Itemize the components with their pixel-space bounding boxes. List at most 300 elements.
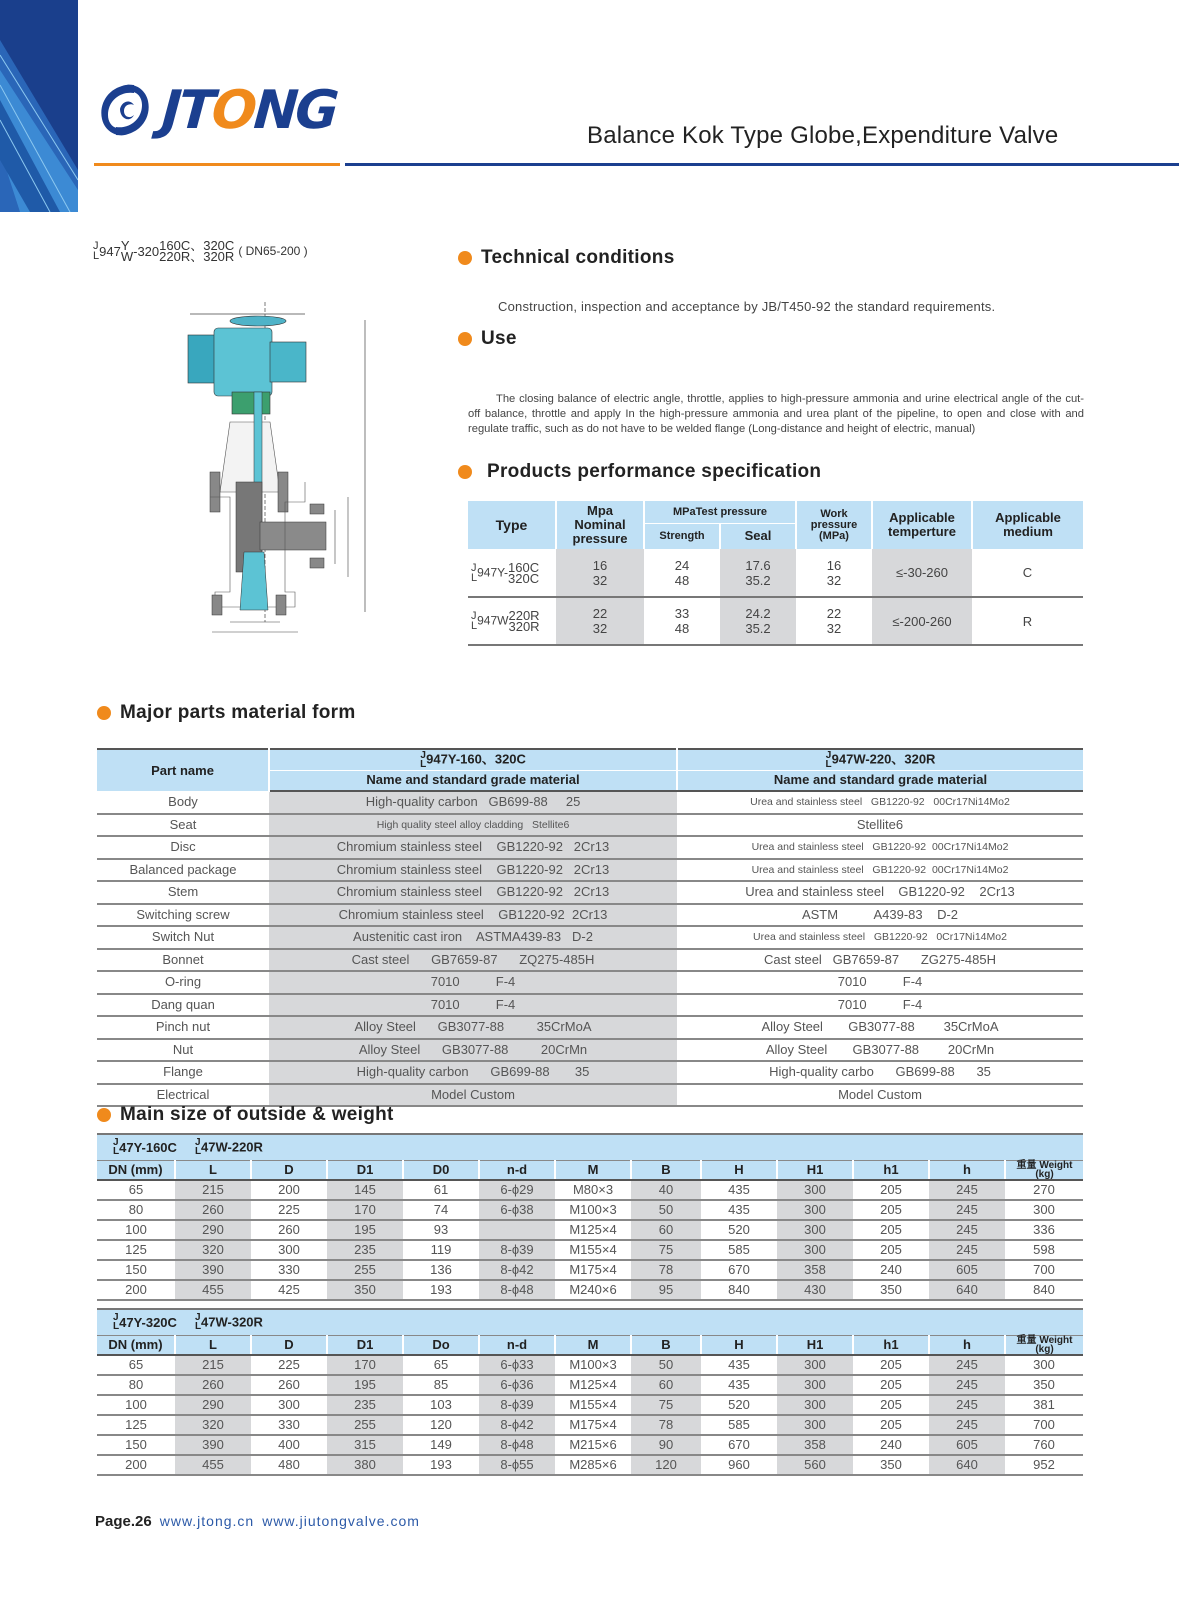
material-row bbox=[97, 994, 1083, 1017]
size-cell: 61 bbox=[403, 1180, 479, 1200]
size-cell: 170 bbox=[327, 1200, 403, 1220]
size-cell: 670 bbox=[701, 1435, 777, 1455]
col-header: H bbox=[701, 1160, 777, 1180]
size-cell: 320 bbox=[175, 1415, 251, 1435]
size-cell: 390 bbox=[175, 1435, 251, 1455]
size-cell: 670 bbox=[701, 1260, 777, 1280]
size-cell: 93 bbox=[403, 1220, 479, 1240]
part-name-cell: Dang quan bbox=[97, 994, 269, 1017]
material-2-cell: Stellite6 bbox=[677, 814, 1083, 837]
material-1-cell: High-quality carbon GB699-88 35 bbox=[269, 1061, 677, 1084]
size-cell: 315 bbox=[327, 1435, 403, 1455]
col-header: H bbox=[701, 1335, 777, 1355]
size-cell: 65 bbox=[403, 1355, 479, 1375]
material-2-cell: High-quality carbo GB699-88 35 bbox=[677, 1061, 1083, 1084]
size-cell: 60 bbox=[631, 1220, 701, 1240]
size-cell: 205 bbox=[853, 1375, 929, 1395]
sizes-heading: Main size of outside & weight bbox=[97, 1104, 394, 1126]
col-work: Work pressure (MPa) bbox=[796, 501, 872, 549]
size-cell: 336 bbox=[1005, 1220, 1083, 1240]
size-cell: 435 bbox=[701, 1355, 777, 1375]
size-cell: 120 bbox=[403, 1415, 479, 1435]
size-table-1 bbox=[97, 1133, 1083, 1301]
size-cell: 195 bbox=[327, 1375, 403, 1395]
size-cell: 455 bbox=[175, 1455, 251, 1475]
material-1-cell: Austenitic cast iron ASTMA439-83 D-2 bbox=[269, 926, 677, 949]
size-cell: M100×3 bbox=[555, 1355, 631, 1375]
size-cell: 75 bbox=[631, 1395, 701, 1415]
size-cell: 95 bbox=[631, 1280, 701, 1300]
part-name-cell: Balanced package bbox=[97, 859, 269, 882]
col-header: DN (mm) bbox=[97, 1335, 175, 1355]
part-name-cell: Flange bbox=[97, 1061, 269, 1084]
size-cell: 960 bbox=[701, 1455, 777, 1475]
bullet-icon bbox=[458, 332, 472, 346]
size-cell: 520 bbox=[701, 1395, 777, 1415]
size-cell: 8-ϕ48 bbox=[479, 1280, 555, 1300]
size-cell: 150 bbox=[97, 1260, 175, 1280]
size-cell: 350 bbox=[327, 1280, 403, 1300]
type-cell: J L 947W 220R 320R bbox=[468, 597, 556, 645]
brand-logo bbox=[94, 78, 336, 142]
size-row bbox=[97, 1260, 1083, 1280]
size-cell: 8-ϕ42 bbox=[479, 1260, 555, 1280]
size-cell: 150 bbox=[97, 1435, 175, 1455]
size-cell: 245 bbox=[929, 1180, 1005, 1200]
size-cell: 149 bbox=[403, 1435, 479, 1455]
size-cell: 560 bbox=[777, 1455, 853, 1475]
col-header: h1 bbox=[853, 1335, 929, 1355]
size-cell: 320 bbox=[175, 1240, 251, 1260]
size-cell: 125 bbox=[97, 1240, 175, 1260]
size-row bbox=[97, 1435, 1083, 1455]
size-cell: M80×3 bbox=[555, 1180, 631, 1200]
size-table-title: J L 47Y-160C J L 47W-220R bbox=[97, 1134, 1083, 1160]
col-test-pressure: MPaTest pressure bbox=[644, 501, 796, 523]
size-cell: 350 bbox=[1005, 1375, 1083, 1395]
part-name-cell: Stem bbox=[97, 881, 269, 904]
size-cell: 75 bbox=[631, 1240, 701, 1260]
performance-table bbox=[468, 501, 1083, 646]
size-cell: 300 bbox=[777, 1240, 853, 1260]
size-cell: 100 bbox=[97, 1395, 175, 1415]
material-row bbox=[97, 791, 1083, 814]
size-cell: M125×4 bbox=[555, 1375, 631, 1395]
size-cell: 8-ϕ48 bbox=[479, 1435, 555, 1455]
seal-cell: 17.6 35.2 bbox=[720, 549, 796, 597]
size-cell: 6-ϕ38 bbox=[479, 1200, 555, 1220]
size-cell: 200 bbox=[97, 1455, 175, 1475]
col-header: D bbox=[251, 1160, 327, 1180]
material-row bbox=[97, 814, 1083, 837]
material-1-cell: High quality steel alloy cladding Stellite6 bbox=[269, 814, 677, 837]
size-cell: 455 bbox=[175, 1280, 251, 1300]
size-cell: 8-ϕ39 bbox=[479, 1395, 555, 1415]
bullet-icon bbox=[97, 706, 111, 720]
size-row bbox=[97, 1180, 1083, 1200]
size-cell: 300 bbox=[251, 1395, 327, 1415]
size-cell: 193 bbox=[403, 1280, 479, 1300]
group1-title: J L 947Y-160、320C bbox=[269, 749, 677, 770]
part-name-cell: Switch Nut bbox=[97, 926, 269, 949]
size-cell: 425 bbox=[251, 1280, 327, 1300]
size-cell: M285×6 bbox=[555, 1455, 631, 1475]
col-header: D1 bbox=[327, 1160, 403, 1180]
size-cell: 78 bbox=[631, 1415, 701, 1435]
size-cell: 605 bbox=[929, 1435, 1005, 1455]
size-cell: 435 bbox=[701, 1375, 777, 1395]
size-cell: 200 bbox=[251, 1180, 327, 1200]
size-cell: 245 bbox=[929, 1415, 1005, 1435]
size-cell: 65 bbox=[97, 1355, 175, 1375]
size-cell: 205 bbox=[853, 1200, 929, 1220]
size-cell: M155×4 bbox=[555, 1240, 631, 1260]
size-cell: 260 bbox=[251, 1375, 327, 1395]
material-2-cell: Urea and stainless steel GB1220-92 00Cr17Ni14Mo2 bbox=[677, 791, 1083, 814]
size-cell: 760 bbox=[1005, 1435, 1083, 1455]
size-cell: 50 bbox=[631, 1200, 701, 1220]
size-row bbox=[97, 1200, 1083, 1220]
technical-heading: Technical conditions bbox=[458, 247, 675, 269]
size-row bbox=[97, 1415, 1083, 1435]
size-cell: 100 bbox=[97, 1220, 175, 1240]
col-weight: 重量 Weight (kg) bbox=[1005, 1335, 1083, 1355]
size-cell: M175×4 bbox=[555, 1260, 631, 1280]
size-cell: 260 bbox=[175, 1200, 251, 1220]
size-cell: 193 bbox=[403, 1455, 479, 1475]
size-cell: 255 bbox=[327, 1415, 403, 1435]
material-1-cell: Cast steel GB7659-87 ZQ275-485H bbox=[269, 949, 677, 972]
col-header: n-d bbox=[479, 1160, 555, 1180]
size-cell: 60 bbox=[631, 1375, 701, 1395]
col-seal: Seal bbox=[720, 523, 796, 549]
size-cell: 290 bbox=[175, 1220, 251, 1240]
material-row bbox=[97, 926, 1083, 949]
size-cell: 205 bbox=[853, 1220, 929, 1240]
size-cell: M155×4 bbox=[555, 1395, 631, 1415]
size-cell: 50 bbox=[631, 1355, 701, 1375]
material-1-cell: Chromium stainless steel GB1220-92 2Cr13 bbox=[269, 881, 677, 904]
use-heading: Use bbox=[458, 328, 517, 350]
size-row bbox=[97, 1220, 1083, 1240]
size-cell: M215×6 bbox=[555, 1435, 631, 1455]
size-cell: 300 bbox=[777, 1180, 853, 1200]
col-header: n-d bbox=[479, 1335, 555, 1355]
size-cell: 840 bbox=[1005, 1280, 1083, 1300]
size-cell: 640 bbox=[929, 1280, 1005, 1300]
size-cell: 520 bbox=[701, 1220, 777, 1240]
temp-cell: ≤-30-260 bbox=[872, 549, 972, 597]
material-2-cell: Model Custom bbox=[677, 1084, 1083, 1107]
website-link-2[interactable]: www.jiutongvalve.com bbox=[262, 1513, 420, 1529]
size-cell: 8-ϕ42 bbox=[479, 1415, 555, 1435]
size-cell: 205 bbox=[853, 1415, 929, 1435]
material-1-cell: 7010 F-4 bbox=[269, 971, 677, 994]
size-cell: 260 bbox=[251, 1220, 327, 1240]
size-cell: 235 bbox=[327, 1240, 403, 1260]
size-cell: 435 bbox=[701, 1180, 777, 1200]
page-footer bbox=[95, 1513, 428, 1530]
size-cell: 145 bbox=[327, 1180, 403, 1200]
size-cell: 78 bbox=[631, 1260, 701, 1280]
material-1-cell: Chromium stainless steel GB1220-92 2Cr13 bbox=[269, 836, 677, 859]
size-cell: 300 bbox=[777, 1355, 853, 1375]
materials-table bbox=[97, 748, 1083, 1107]
logo-swirl-icon bbox=[94, 79, 156, 141]
size-cell: 8-ϕ55 bbox=[479, 1455, 555, 1475]
part-name-cell: Nut bbox=[97, 1039, 269, 1062]
size-cell: 358 bbox=[777, 1435, 853, 1455]
size-cell: 380 bbox=[327, 1455, 403, 1475]
use-text: The closing balance of electric angle, throttle, applies to high-pressure ammonia and urine electrical angle of the cut-off balance, throttle and apply In the high-pressure ammonia and urea plant of the pipeline, to open and close with and regulate traffic, such as do not have to be welded flange (Long-distance and height of electric, manual) bbox=[468, 393, 1084, 435]
size-row bbox=[97, 1375, 1083, 1395]
material-1-cell: Chromium stainless steel GB1220-92 2Cr13 bbox=[269, 859, 677, 882]
size-cell: 90 bbox=[631, 1435, 701, 1455]
temp-cell: ≤-200-260 bbox=[872, 597, 972, 645]
material-row bbox=[97, 1061, 1083, 1084]
group2-title: J L 947W-220、320R bbox=[677, 749, 1083, 770]
size-cell: 225 bbox=[251, 1355, 327, 1375]
material-1-cell: Chromium stainless steel GB1220-92 2Cr13 bbox=[269, 904, 677, 927]
material-2-cell: Alloy Steel GB3077-88 35CrMoA bbox=[677, 1016, 1083, 1039]
strength-cell: 24 48 bbox=[644, 549, 720, 597]
material-row bbox=[97, 971, 1083, 994]
size-cell: 330 bbox=[251, 1415, 327, 1435]
part-name-cell: Pinch nut bbox=[97, 1016, 269, 1039]
part-name-cell: Electrical bbox=[97, 1084, 269, 1107]
size-cell: 245 bbox=[929, 1240, 1005, 1260]
size-cell: 700 bbox=[1005, 1260, 1083, 1280]
nominal-cell: 16 32 bbox=[556, 549, 644, 597]
size-cell: 245 bbox=[929, 1355, 1005, 1375]
col-type: Type bbox=[468, 501, 556, 549]
material-2-cell: Urea and stainless steel GB1220-92 00Cr17Ni14Mo2 bbox=[677, 859, 1083, 882]
size-cell: 435 bbox=[701, 1200, 777, 1220]
group1-subtitle: Name and standard grade material bbox=[269, 770, 677, 791]
size-cell: M240×6 bbox=[555, 1280, 631, 1300]
size-cell: M100×3 bbox=[555, 1200, 631, 1220]
size-cell: 300 bbox=[1005, 1355, 1083, 1375]
size-cell: 85 bbox=[403, 1375, 479, 1395]
size-cell: 80 bbox=[97, 1200, 175, 1220]
seal-cell: 24.2 35.2 bbox=[720, 597, 796, 645]
material-1-cell: Alloy Steel GB3077-88 35CrMoA bbox=[269, 1016, 677, 1039]
col-header: B bbox=[631, 1335, 701, 1355]
size-cell: 585 bbox=[701, 1415, 777, 1435]
size-cell: 240 bbox=[853, 1260, 929, 1280]
material-row bbox=[97, 1016, 1083, 1039]
size-row bbox=[97, 1395, 1083, 1415]
size-cell: 300 bbox=[777, 1200, 853, 1220]
size-table-2 bbox=[97, 1308, 1083, 1476]
bullet-icon bbox=[458, 251, 472, 265]
material-1-cell: 7010 F-4 bbox=[269, 994, 677, 1017]
size-cell: 330 bbox=[251, 1260, 327, 1280]
material-2-cell: Alloy Steel GB3077-88 20CrMn bbox=[677, 1039, 1083, 1062]
size-cell: 205 bbox=[853, 1240, 929, 1260]
size-cell: 136 bbox=[403, 1260, 479, 1280]
col-header: D0 bbox=[403, 1160, 479, 1180]
size-cell: 300 bbox=[777, 1375, 853, 1395]
size-cell: 65 bbox=[97, 1180, 175, 1200]
size-cell: 390 bbox=[175, 1260, 251, 1280]
part-name-cell: Switching screw bbox=[97, 904, 269, 927]
material-row bbox=[97, 836, 1083, 859]
size-cell: 350 bbox=[853, 1280, 929, 1300]
material-2-cell: ASTM A439-83 D-2 bbox=[677, 904, 1083, 927]
size-cell: 840 bbox=[701, 1280, 777, 1300]
col-header: L bbox=[175, 1335, 251, 1355]
col-header: D1 bbox=[327, 1335, 403, 1355]
size-cell: 6-ϕ36 bbox=[479, 1375, 555, 1395]
col-header: H1 bbox=[777, 1160, 853, 1180]
performance-row bbox=[468, 549, 1083, 597]
size-cell: 585 bbox=[701, 1240, 777, 1260]
size-cell: 195 bbox=[327, 1220, 403, 1240]
size-cell: 6-ϕ33 bbox=[479, 1355, 555, 1375]
medium-cell: R bbox=[972, 597, 1083, 645]
col-header: h bbox=[929, 1160, 1005, 1180]
size-cell: 598 bbox=[1005, 1240, 1083, 1260]
size-cell: 80 bbox=[97, 1375, 175, 1395]
size-cell: M125×4 bbox=[555, 1220, 631, 1240]
page-title: Balance Kok Type Globe,Expenditure Valve bbox=[587, 122, 1059, 149]
material-row bbox=[97, 1084, 1083, 1107]
size-cell: 6-ϕ29 bbox=[479, 1180, 555, 1200]
part-name-cell: Bonnet bbox=[97, 949, 269, 972]
corner-decoration bbox=[0, 0, 78, 212]
size-cell: 700 bbox=[1005, 1415, 1083, 1435]
size-cell: 8-ϕ39 bbox=[479, 1240, 555, 1260]
model-code: J L 947 Y W -320 160C、320C 220R、320R ( DN65-200 ) bbox=[93, 238, 308, 264]
part-name-cell: Disc bbox=[97, 836, 269, 859]
size-cell: 205 bbox=[853, 1395, 929, 1415]
size-cell: 235 bbox=[327, 1395, 403, 1415]
size-cell: 245 bbox=[929, 1375, 1005, 1395]
size-cell: 605 bbox=[929, 1260, 1005, 1280]
website-link-1[interactable]: www.jtong.cn bbox=[159, 1513, 255, 1529]
col-header: h1 bbox=[853, 1160, 929, 1180]
col-temp: Applicable temperture bbox=[872, 501, 972, 549]
nominal-cell: 22 32 bbox=[556, 597, 644, 645]
col-weight: 重量 Weight (kg) bbox=[1005, 1160, 1083, 1180]
size-row bbox=[97, 1455, 1083, 1475]
size-cell: 215 bbox=[175, 1355, 251, 1375]
col-header: Do bbox=[403, 1335, 479, 1355]
header-rule-blue bbox=[345, 163, 1179, 166]
group2-subtitle: Name and standard grade material bbox=[677, 770, 1083, 791]
col-header: D bbox=[251, 1335, 327, 1355]
size-cell: 119 bbox=[403, 1240, 479, 1260]
material-1-cell: Alloy Steel GB3077-88 20CrMn bbox=[269, 1039, 677, 1062]
material-2-cell: 7010 F-4 bbox=[677, 971, 1083, 994]
bullet-icon bbox=[458, 465, 472, 479]
material-2-cell: Urea and stainless steel GB1220-92 00Cr17Ni14Mo2 bbox=[677, 836, 1083, 859]
bullet-icon bbox=[97, 1108, 111, 1122]
size-cell: 120 bbox=[631, 1455, 701, 1475]
materials-heading: Major parts material form bbox=[97, 702, 356, 724]
col-header: M bbox=[555, 1335, 631, 1355]
col-nominal: Mpa Nominal pressure bbox=[556, 501, 644, 549]
strength-cell: 33 48 bbox=[644, 597, 720, 645]
col-header: h bbox=[929, 1335, 1005, 1355]
size-cell: 40 bbox=[631, 1180, 701, 1200]
size-cell: 205 bbox=[853, 1355, 929, 1375]
size-cell: 381 bbox=[1005, 1395, 1083, 1415]
material-1-cell: High-quality carbon GB699-88 25 bbox=[269, 791, 677, 814]
size-row bbox=[97, 1355, 1083, 1375]
material-2-cell: 7010 F-4 bbox=[677, 994, 1083, 1017]
size-cell: 255 bbox=[327, 1260, 403, 1280]
size-cell bbox=[479, 1220, 555, 1240]
size-cell: 103 bbox=[403, 1395, 479, 1415]
material-row bbox=[97, 881, 1083, 904]
size-cell: 240 bbox=[853, 1435, 929, 1455]
size-cell: 125 bbox=[97, 1415, 175, 1435]
page-number: Page.26 bbox=[95, 1513, 152, 1530]
size-cell: 300 bbox=[1005, 1200, 1083, 1220]
size-cell: 270 bbox=[1005, 1180, 1083, 1200]
material-2-cell: Cast steel GB7659-87 ZG275-485H bbox=[677, 949, 1083, 972]
size-cell: 245 bbox=[929, 1200, 1005, 1220]
brand-name: JTONG bbox=[159, 79, 338, 141]
size-cell: 400 bbox=[251, 1435, 327, 1455]
size-cell: M175×4 bbox=[555, 1415, 631, 1435]
col-part-name: Part name bbox=[97, 749, 269, 791]
col-header: L bbox=[175, 1160, 251, 1180]
material-1-cell: Model Custom bbox=[269, 1084, 677, 1107]
size-cell: 205 bbox=[853, 1180, 929, 1200]
size-cell: 260 bbox=[175, 1375, 251, 1395]
size-cell: 290 bbox=[175, 1395, 251, 1415]
medium-cell: C bbox=[972, 549, 1083, 597]
performance-heading: Products performance specification bbox=[458, 461, 821, 483]
col-header: M bbox=[555, 1160, 631, 1180]
size-cell: 300 bbox=[777, 1415, 853, 1435]
col-header: H1 bbox=[777, 1335, 853, 1355]
size-cell: 350 bbox=[853, 1455, 929, 1475]
size-row bbox=[97, 1280, 1083, 1300]
size-cell: 225 bbox=[251, 1200, 327, 1220]
part-name-cell: Body bbox=[97, 791, 269, 814]
material-row bbox=[97, 859, 1083, 882]
size-cell: 74 bbox=[403, 1200, 479, 1220]
part-name-cell: O-ring bbox=[97, 971, 269, 994]
size-cell: 430 bbox=[777, 1280, 853, 1300]
size-cell: 300 bbox=[777, 1220, 853, 1240]
material-2-cell: Urea and stainless steel GB1220-92 0Cr17Ni14Mo2 bbox=[677, 926, 1083, 949]
technical-text: Construction, inspection and acceptance by JB/T450-92 the standard requirements. bbox=[498, 299, 996, 314]
size-cell: 215 bbox=[175, 1180, 251, 1200]
header-rule-orange bbox=[94, 163, 340, 166]
part-name-cell: Seat bbox=[97, 814, 269, 837]
col-header: DN (mm) bbox=[97, 1160, 175, 1180]
col-header: B bbox=[631, 1160, 701, 1180]
size-cell: 300 bbox=[777, 1395, 853, 1415]
size-cell: 640 bbox=[929, 1455, 1005, 1475]
size-cell: 300 bbox=[251, 1240, 327, 1260]
size-cell: 480 bbox=[251, 1455, 327, 1475]
size-cell: 170 bbox=[327, 1355, 403, 1375]
size-cell: 245 bbox=[929, 1220, 1005, 1240]
type-cell: J L 947Y- 160C 320C bbox=[468, 549, 556, 597]
work-cell: 22 32 bbox=[796, 597, 872, 645]
size-cell: 358 bbox=[777, 1260, 853, 1280]
material-row bbox=[97, 904, 1083, 927]
material-row bbox=[97, 949, 1083, 972]
col-strength: Strength bbox=[644, 523, 720, 549]
size-cell: 952 bbox=[1005, 1455, 1083, 1475]
